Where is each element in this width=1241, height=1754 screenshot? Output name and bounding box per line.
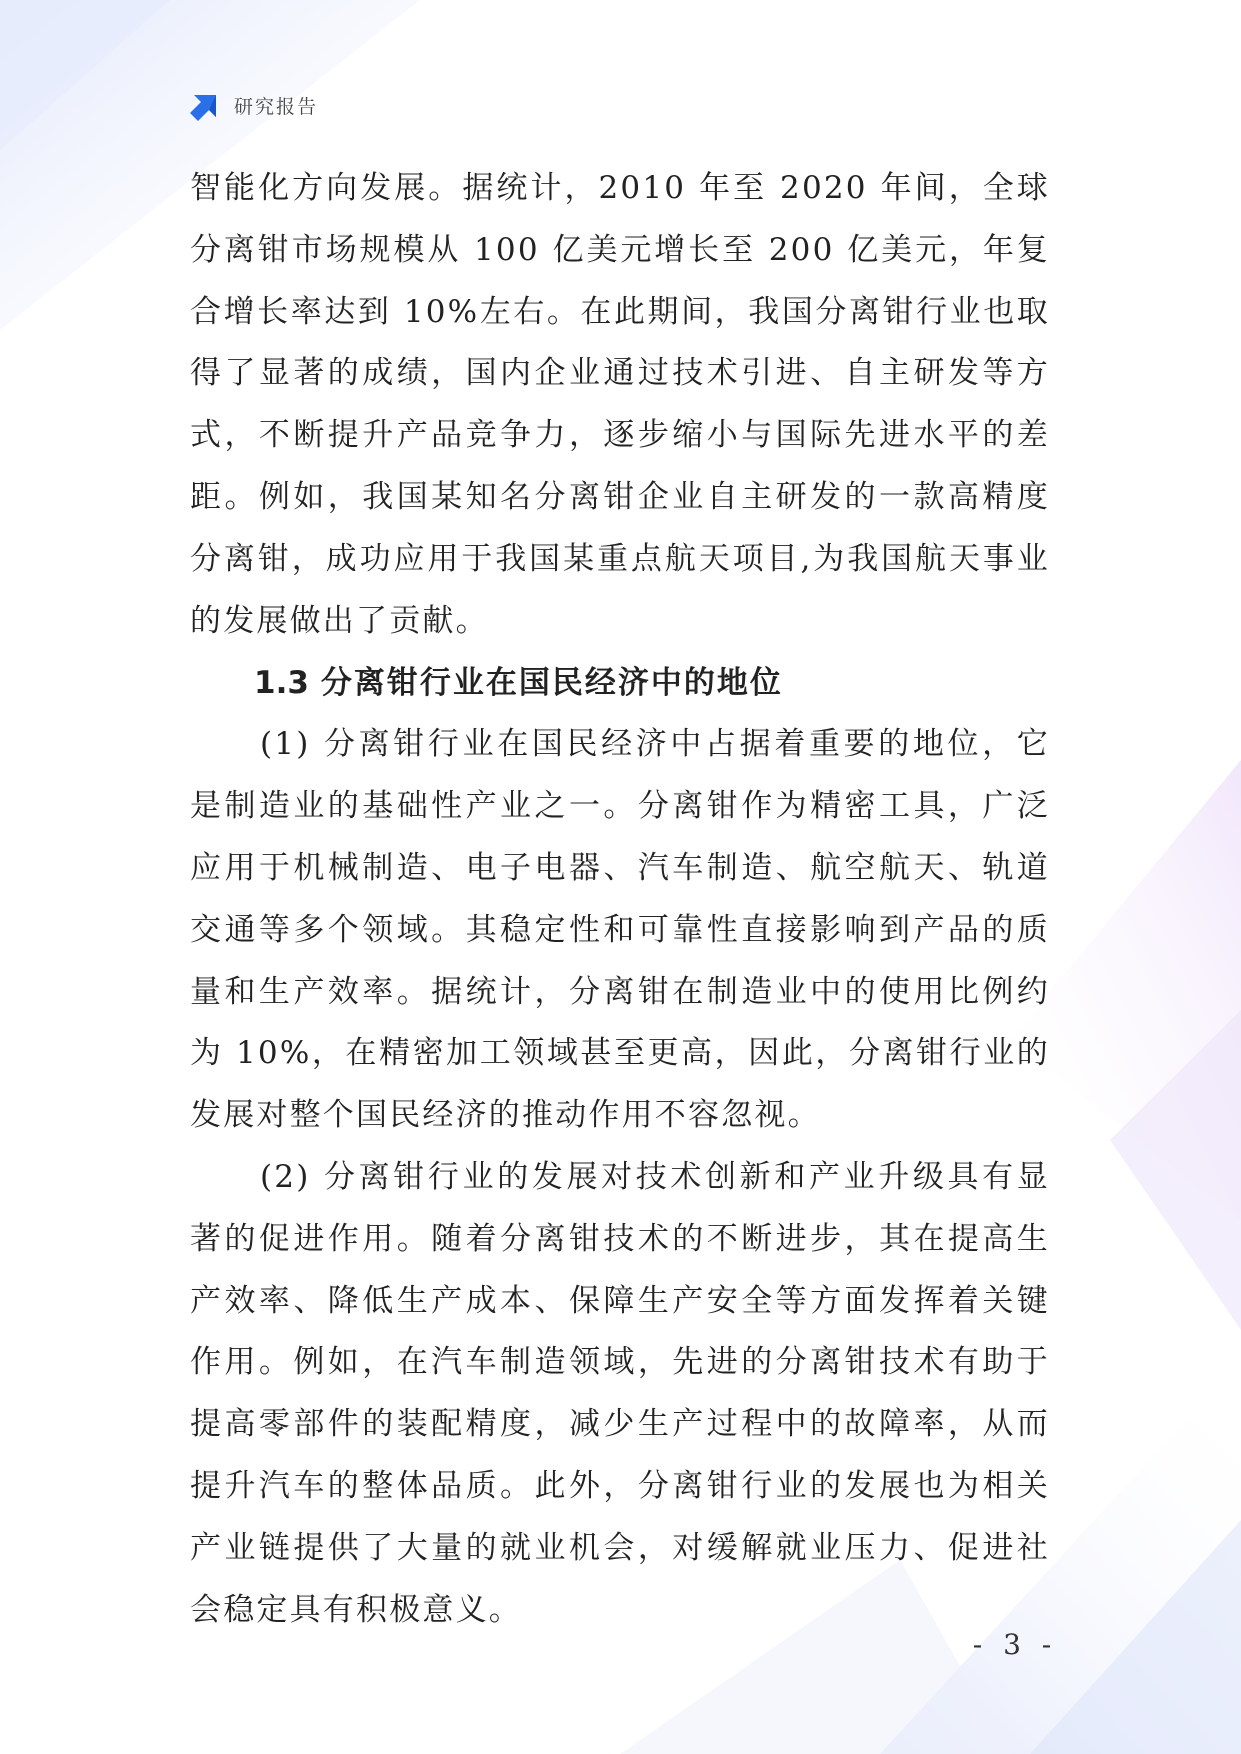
arrow-up-right-icon [190, 89, 222, 121]
paragraph-intro: 智能化方向发展。据统计，2010 年至 2020 年间，全球分离钳市场规模从 100 亿美元增长至 200 亿美元，年复合增长率达到 10%左右。在此期间，我国分离钳行业也取得了显著的成绩，国内企业通过技术引进、自主研发等方式，不断提升产品竞争力，逐步缩小与国际先进水平的差距。例如，我国某知名分离钳企业自主研发的一款高精度分离钳，成功应用于我国某重点航天项目,为我国航天事业的发展做出了贡献。 [190, 170, 1050, 639]
paragraph-point-1: (1) 分离钳行业在国民经济中占据着重要的地位，它是制造业的基础性产业之一。分离钳作为精密工具，广泛应用于机械制造、电子电器、汽车制造、航空航天、轨道交通等多个领域。其稳定性和可靠性直接影响到产品的质量和生产效率。据统计，分离钳在制造业中的使用比例约为 10%，在精密加工领域甚至更高，因此，分离钳行业的发展对整个国民经济的推动作用不容忽视。 [190, 726, 1050, 1134]
page-number: - 3 - [972, 1628, 1058, 1661]
page-header [190, 88, 318, 122]
paragraph-point-2: (2) 分离钳行业的发展对技术创新和产业升级具有显著的促进作用。随着分离钳技术的不断进步，其在提高生产效率、降低生产成本、保障生产安全等方面发挥着关键作用。例如，在汽车制造领域，先进的分离钳技术有助于提高零部件的装配精度，减少生产过程中的故障率，从而提升汽车的整体品质。此外，分离钳行业的发展也为相关产业链提供了大量的就业机会，对缓解就业压力、促进社会稳定具有积极意义。 [190, 1158, 1050, 1628]
section-number: 1.3 [254, 665, 309, 702]
header-title: 研究报告 [234, 95, 319, 118]
document-body [190, 158, 1050, 1641]
section-heading [190, 652, 1050, 714]
section-title: 分离钳行业在国民经济中的地位 [320, 665, 783, 702]
